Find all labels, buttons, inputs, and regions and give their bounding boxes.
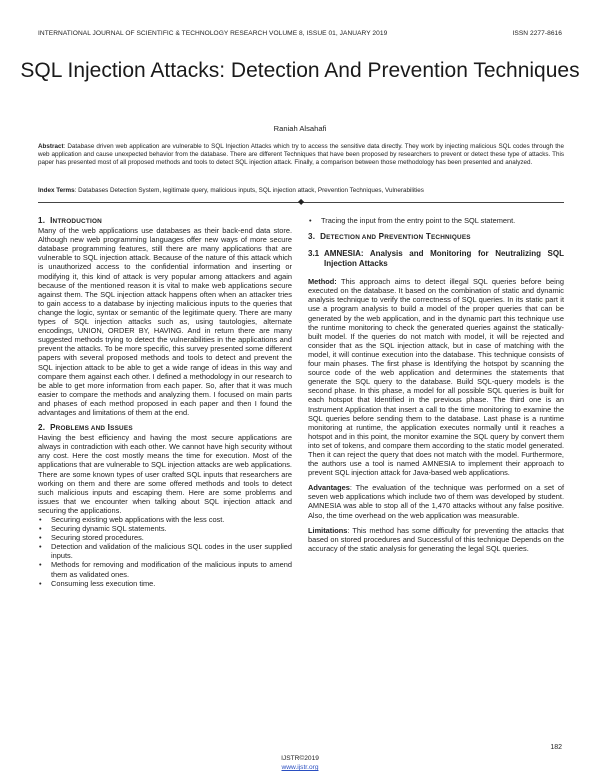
journal-header: INTERNATIONAL JOURNAL OF SCIENTIFIC & TECHNOLOGY RESEARCH VOLUME 8, ISSUE 01, JANUARY 2019 (38, 30, 388, 37)
section3-heading: 3. DETECTION AND PREVENTION TECHNIQUES (308, 232, 471, 242)
list-item: • Securing stored procedures. (38, 533, 292, 542)
limitations-label: Limitations (308, 525, 348, 535)
list-item: • Securing dynamic SQL statements. (38, 524, 292, 533)
page-number: 182 (550, 744, 562, 751)
issn-header: ISSN 2277-8616 (512, 30, 562, 37)
section1-heading: 1. INTRODUCTION (38, 216, 102, 225)
abstract-label: Abstract (38, 143, 64, 150)
limitations-paragraph: Limitations: This method has some difficulty for preventing the attacks that based on stored procedures and Successful of this technique Depends on the accuracy of the static analysis for generating the legal SQL queries. (308, 525, 564, 553)
footer-code: IJSTR©2019 (281, 755, 319, 762)
left-column (38, 216, 292, 588)
index-terms-label: Index Terms (38, 187, 75, 194)
tracing-list (308, 216, 564, 225)
footer-link[interactable]: www.ijstr.org (281, 764, 319, 771)
section1-text: Many of the web applications use databases as their back-end data store. Although new web programming languages offer new ways of more secure database programming features, still there are many applications that are vulnerable to SQL injection attack. Because of the nature of this attack which is unauthorized access to the confidential information and inserting or modifying it, this kind of attack is very popular among attackers and again because of the mentioned reason it is vital to make web applications secure against them. The SQL injection attack happens often when an attacker tries to gain access to a database by injecting malicious inputs to the queries that change the logic, syntax or semantic of the legitimate query. There are many types of SQL injection attacks such as, using tautologies, alternate encodings, UNION, ORDER BY, HAVING. And in return there are many suggested methods trying to detect the vulnerabilities in the applications and prevent the attacks. To be more specific, this survey presented some different papers with several proposed methods and tools to detect and prevent the SQL injection attack to be able to get a wide range of ideas in this way and compare them against each other. I defined a methodology in our research to be able to get more information from each paper. So, after that it was much easier to compare the methods and analyzing them. I focused on main parts and phases of each method proposed in each paper and then I found the advantages and limitations of them at the end. (38, 226, 292, 417)
list-item: • Methods for removing and modification of the malicious inputs to amend them as validated ones. (38, 560, 292, 578)
issues-list (38, 515, 292, 588)
paper-title: SQL Injection Attacks: Detection And Prevention Techniques (20, 59, 580, 82)
list-item: • Tracing the input from the entry point to the SQL statement. (308, 216, 564, 225)
section2-text: Having the best efficiency and having the most secure applications are always in contradiction with each other. We cannot have high security without any cost. Here the cost mostly means the time for execution. Most of the applications that are vulnerable to SQL injection attacks are web applications. There are some known types of user crafted SQL inputs that researchers are working on them and there are some offered methods and tools to detect such malicious inputs and escaping them. Here are some problems and issues that we encounter when talking about SQL injection attack and securing the applications. (38, 433, 292, 515)
list-item: • Securing existing web applications with the less cost. (38, 515, 292, 524)
diamond-icon: ◆ (298, 197, 305, 206)
section31-heading: 3.1 AMNESIA: Analysis and Monitoring for Neutralizing SQL Injection Attacks (308, 249, 564, 269)
section2-heading: 2. PROBLEMS AND ISSUES (38, 423, 133, 433)
author-name: Raniah Alsahafi (273, 124, 327, 133)
list-item: • Detection and validation of the malicious SQL codes in the user supplied inputs. (38, 542, 292, 560)
abstract-text: : Database driven web application are vulnerable to SQL Injection Attacks which try to access the sensitive data directly. They work by injecting malicious SQL codes through the web application and cause unexpected behavior from the database. There are different Techniques that have been proposed by researchers to prevent or detect these type of attacks. This paper has presented most of all proposed methods and tools to detect SQL injection attack. Finally, a comparison between those methodology has been presented and analyzed. (38, 143, 564, 166)
index-terms (38, 187, 564, 195)
abstract (38, 143, 564, 167)
right-column (308, 216, 564, 553)
index-terms-text: : Databases Detection System, legitimate query, malicious inputs, SQL injection attack, Prevention Techniques, Vulnerabilities (74, 187, 424, 194)
advantages-label: Advantages (308, 483, 350, 493)
method-paragraph: Method: This approach aims to detect illegal SQL queries before being executed on the database. It based on the combination of static and dynamic analysis technique to verify the correctness of SQL queries. In its static part it use a program analysis to build a model of the proper queries that can be generated by the web application, and in the dynamic part this technique use the runtime monitoring to check the generated queries against the statically-built model. If the queries do not match with model, it will be rejected and consider that as the SQL injection attack, but in case of matching with the model, it will continue execution into the database. This technique consists of four main phases. The first phase is Identifying the hotspot by scanning the source code of the web application and determines the statements that generate the SQL query to the database. Build SQL-query models is the second phase. In this phase, a model for all possible SQL queries is built for each hotspot that Identified in the previous phase. The third one is an Instrument Application that insert a call to the time monitoring to examine the SQL queries before sending them to the database. Last phase is a runtime monitoring at runtime, the application executes normally until it reaches a hotspot and in this point, the monitor examine the SQL query by convert them into set of tokens, and compare them according to the static model generated. Then it can reject the query that does not match with the model. Furthermore, the authors use a tool is named AMNESIA to implement their approach to prevent SQL injection attack for Java-based web applications. (308, 277, 564, 478)
list-item: • Consuming less execution time. (38, 579, 292, 588)
advantages-paragraph: Advantages: The evaluation of the technique was performed on a set of seven web applications which include two of them was developed by student. AMNESIA was able to stop all of the 1,470 attacks without any false positive. Also, the time overhead on the web application was measurable. (308, 483, 564, 520)
method-label: Method: (308, 277, 337, 287)
